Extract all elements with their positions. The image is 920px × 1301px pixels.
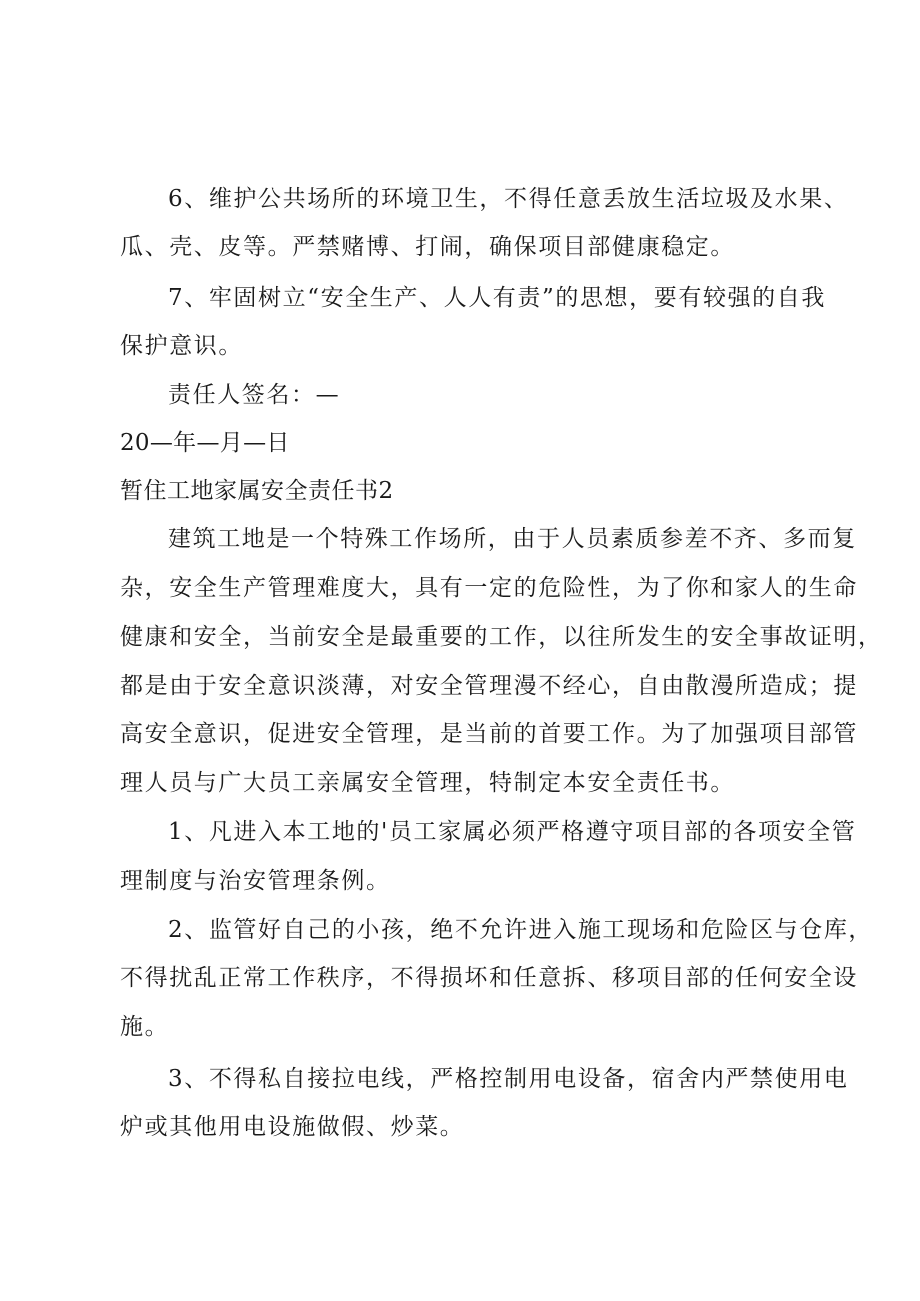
signature-line: 责任人签名：— — [168, 382, 341, 408]
rule-1-line-2: 理制度与治安管理条例。 — [120, 868, 391, 894]
rule-2-line-2: 不得扰乱正常工作秩序，不得损坏和任意拆、移项目部的任何安全设 — [120, 965, 858, 991]
rule-3-line-1: 3、不得私自接拉电线，严格控制用电设备，宿舍内严禁使用电 — [168, 1066, 849, 1092]
item-6-line-1: 6、维护公共场所的环境卫生，不得任意丢放生活垃圾及水果、 — [168, 186, 849, 212]
intro-line-6: 理人员与广大员工亲属安全管理，特制定本安全责任书。 — [120, 770, 735, 796]
section-title: 暂住工地家属安全责任书2 — [120, 478, 394, 504]
item-6-line-2: 瓜、壳、皮等。严禁赌博、打闹，确保项目部健康稳定。 — [120, 234, 735, 260]
intro-line-3: 健康和安全，当前安全是最重要的工作，以往所发生的安全事故证明， — [120, 624, 883, 650]
item-7-line-1: 7、牢固树立“安全生产、人人有责”的思想，要有较强的自我 — [168, 285, 826, 311]
rule-2-line-3: 施。 — [120, 1014, 170, 1040]
intro-line-1: 建筑工地是一个特殊工作场所，由于人员素质参差不齐、多而复 — [168, 526, 857, 552]
intro-line-5: 高安全意识，促进安全管理，是当前的首要工作。为了加强项目部管 — [120, 721, 858, 747]
item-7-line-2: 保护意识。 — [120, 333, 243, 359]
rule-3-line-2: 炉或其他用电设施做假、炒菜。 — [120, 1114, 465, 1140]
intro-line-2: 杂，安全生产管理难度大，具有一定的危险性，为了你和家人的生命 — [120, 575, 858, 601]
date-line: 20—年—月—日 — [120, 430, 290, 456]
rule-2-line-1: 2、监管好自己的小孩，绝不允许进入施工现场和危险区与仓库， — [168, 917, 874, 943]
intro-line-4: 都是由于安全意识淡薄，对安全管理漫不经心，自由散漫所造成；提 — [120, 673, 858, 699]
rule-1-line-1: 1、凡进入本工地的'员工家属必须严格遵守项目部的各项安全管 — [168, 819, 857, 845]
